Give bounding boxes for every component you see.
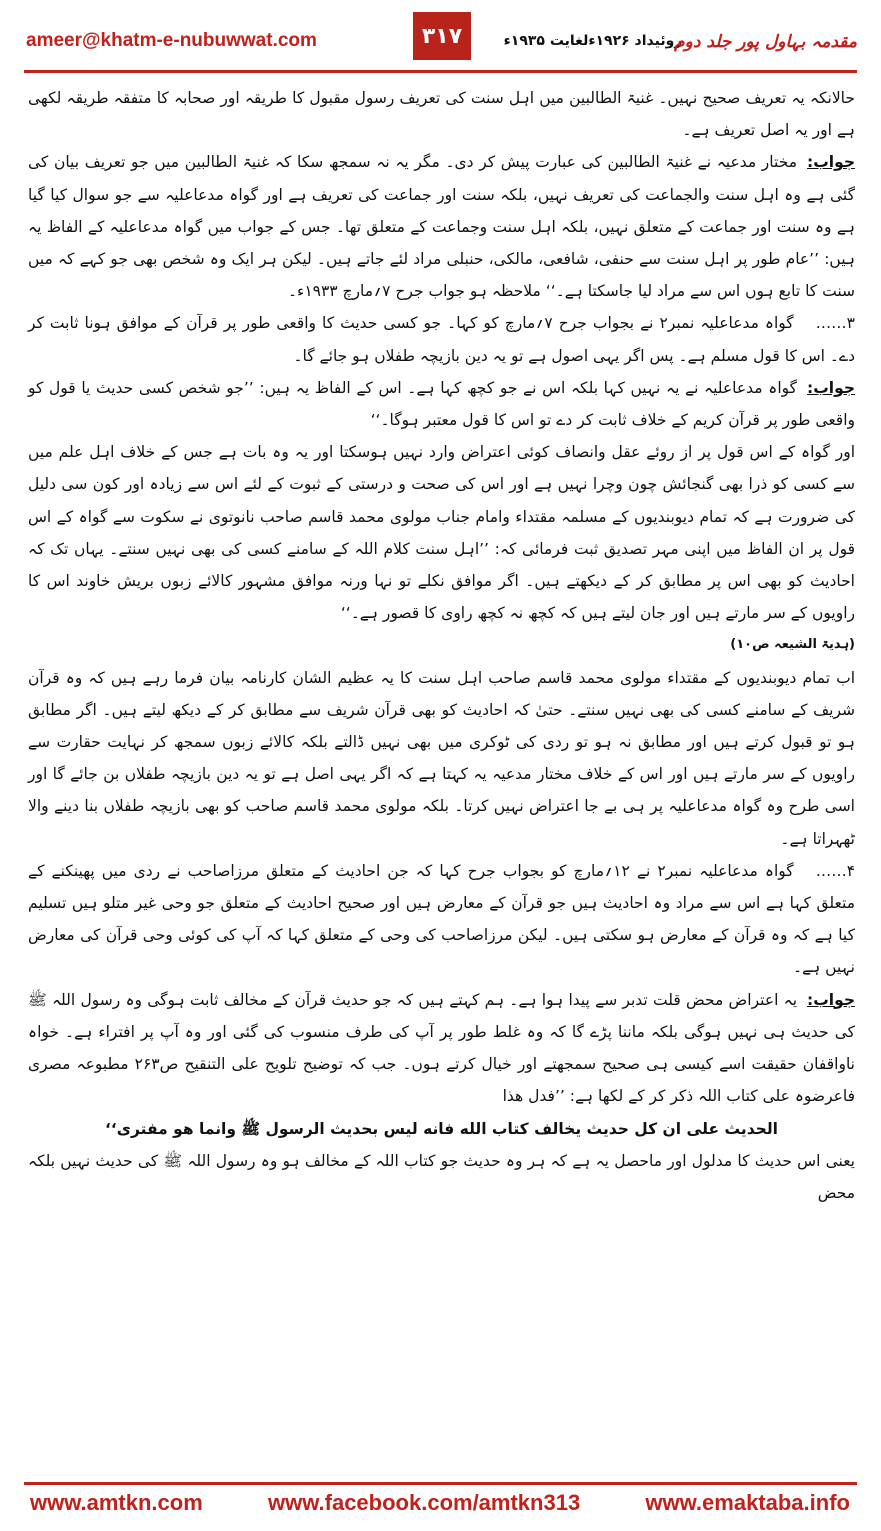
answer-label: جواب:	[807, 153, 855, 172]
paragraph-1: حالانکہ یہ تعریف صحیح نہیں۔ غنیۃ الطالبین میں اہل سنت کی تعریف رسول مقبول کا طریقہ اور صحابہ کا متفقہ طریقہ لکھی ہے اور یہ اصل تعریف ہے۔	[28, 89, 855, 140]
paragraph-8	[28, 984, 855, 1113]
page-footer	[0, 1482, 881, 1531]
footer-divider	[24, 1482, 857, 1485]
page-body	[28, 82, 855, 1482]
book-title: مقدمہ بہاول پور جلد دوم	[674, 32, 857, 52]
page-header	[0, 0, 881, 76]
item-number-4: ۴……	[815, 861, 856, 880]
paragraph-2-text: مختار مدعیہ نے غنیۃ الطالبین کی عبارت پیش کر دی۔ مگر یہ نہ سمجھ سکا کہ غنیۃ الطالبین میں جو تعریف بیان کی گئی ہے وہ اہل سنت والجماعت کی تعریف نہیں، بلکہ سنت اور جماعت کی تعریف ہے اور گواہ مدعاعلیہ سے جو سوال کیا گیا ہے وہ سنت اور جماعت کے متعلق نہیں، بلکہ اہل سنت وجماعت کے متعلق تھا۔ جس کے جواب میں گواہ مدعاعلیہ کے الفاظ یہ ہیں: ’’عام طور پر اہل سنت سے حنفی، شافعی، مالکی، حنبلی مراد لئے جاتے ہیں۔ لیکن ہر ایک وہ شخص بھی جو کہے کہ میں سنت کا تابع ہوں اس سے مراد لیا جاسکتا ہے۔‘‘ ملاحظہ ہو جواب جرح ۷؍مارچ ۱۹۳۳ء۔	[28, 153, 855, 301]
header-email[interactable]: ameer@khatm-e-nubuwwat.com	[26, 30, 317, 51]
arabic-quote: الحديث على ان كل حديث يخالف كتاب الله فانه ليس بحديث الرسول ﷺ وانما هو مفترى‘‘	[105, 1119, 778, 1138]
footer-link-facebook[interactable]: www.facebook.com/amtkn313	[268, 1490, 581, 1515]
item-number-3: ۳……	[815, 314, 855, 333]
paragraph-7	[28, 855, 855, 984]
header-divider	[24, 70, 857, 73]
page-number-badge: ۳۱۷	[413, 12, 471, 60]
paragraph-2	[28, 146, 855, 307]
paragraph-4-text: گواہ مدعاعلیہ نے یہ نہیں کہا بلکہ اس نے جو کچھ کہا ہے۔ اس کے الفاظ یہ ہیں: ’’جو شخص کسی حدیث یا قول کو واقعی طور پر قرآن کریم کے خلاف ثابت کر دے تو اس کا قول معتبر ہوگا۔‘‘	[28, 378, 855, 430]
answer-label: جواب:	[807, 378, 855, 397]
paragraph-6: اب تمام دیوبندیوں کے مقتداء مولوی محمد قاسم صاحب اہل سنت کا یہ عظیم الشان کارنامہ بیان فرما رہے ہیں کہ وہ قرآن شریف کے سامنے کسی کی بھی نہیں سنتے۔ حتیٰ کہ احادیث کو بھی قرآن شریف سے مطابق کر کے دیکھ لیتے ہیں۔ اگر مطابق ہو تو قبول کرتے ہیں اور مطابق نہ ہو تو ردی کی ٹوکری میں بھی نہیں ڈالتے بلکہ کالائے زبوں سمجھ کر نہایت حقارت سے راویوں کے سر مارتے ہیں اور اس کے خلاف مختار مدعیہ یہ کہتا ہے کہ اگر یہی اصل ہے تو یہ دین بازیچہ طفلاں بن جائے گا اور اسی طرح وہ گواہ مدعاعلیہ پر ہی بے جا اعتراض نہیں کرتا۔ بلکہ مولوی محمد قاسم صاحب کو بھی بازیچہ طفلاں بنا دینے والا ٹھہراتا ہے۔	[28, 668, 855, 848]
paragraph-3-text: گواہ مدعاعلیہ نمبر۲ نے بجواب جرح ۷؍مارچ کو کہا۔ جو کسی حدیث کا واقعی طور پر قرآن کے موافق ہونا ثابت کر دے۔ اس کا قول مسلم ہے۔ پس اگر یہی اصول ہے تو یہ دین بازیچہ طفلاں ہو جائے گا۔	[28, 314, 855, 365]
reference-citation: (ہدیۃ الشیعہ ص۱۰)	[730, 637, 855, 653]
header-meta: روئیداد ۱۹۲۶ءلغایت ۱۹۳۵ء	[503, 33, 683, 49]
footer-link-emaktaba[interactable]: www.emaktaba.info	[645, 1490, 850, 1515]
paragraph-4	[28, 372, 855, 436]
answer-label: جواب:	[807, 990, 855, 1009]
paragraph-7-text: گواہ مدعاعلیہ نمبر۲ نے ۱۲؍مارچ کو بجواب جرح کہا کہ جن احادیث کے متعلق مرزاصاحب نے ردی میں پھینکنے کے متعلق کہا ہے اس سے مراد وہ احادیث ہیں جو قرآن کے معارض ہیں اور صحیح احادیث کے متعلق جو وحی غیر متلو ہیں تسلیم کیا ہے کہ وہ قرآن کے معارض ہو سکتی ہیں۔ لیکن مرزاصاحب کی وحی کے متعلق کہا کہ آپ کی کوئی وحی قرآن کی معارض نہیں ہے۔	[28, 861, 855, 977]
paragraph-5: اور گواہ کے اس قول پر از روئے عقل وانصاف کوئی اعتراض وارد نہیں ہوسکتا اور یہ وہ بات ہے جس کے خلاف اہل علم میں سے کسی کو ذرا بھی گنجائش چون وچرا نہیں ہے اور اس کی صحت و درستی کے ثبوت کے لئے اس سے زیادہ اور کون سی دلیل کی ضرورت ہے کہ تمام دیوبندیوں کے مسلمہ مقتداء وامام جناب مولوی محمد قاسم صاحب نانوتوی نے سکوت سے گواہ کے اس قول پر ان الفاظ میں اپنی مہر تصدیق ثبت فرمائی کہ: ’’اہل سنت کلام اللہ کے سامنے کسی کی بھی نہیں سنتے۔ یہاں تک کہ احادیث کو بھی اس پر مطابق کر کے دیکھتے ہیں۔ اگر موافق نکلے تو نہا ورنہ موافق مشہور کالائے زبوں بریش خاوند اس کا راویوں کے سر مارتے ہیں اور جان لیتے ہیں کہ کچھ نہ کچھ راوی کا قصور ہے۔‘‘	[28, 443, 855, 623]
paragraph-3	[28, 307, 855, 371]
footer-links	[30, 1490, 850, 1516]
footer-link-amtkn[interactable]: www.amtkn.com	[30, 1490, 203, 1515]
paragraph-9: یعنی اس حدیث کا مدلول اور ماحصل یہ ہے کہ ہر وہ حدیث جو کتاب اللہ کے مخالف ہو وہ رسول اللہ ﷺ کی حدیث نہیں بلکہ محض	[28, 1151, 855, 1202]
paragraph-8-text: یہ اعتراض محض قلت تدبر سے پیدا ہوا ہے۔ ہم کہتے ہیں کہ جو حدیث قرآن کے مخالف ثابت ہوگی وہ رسول اللہ ﷺ کی حدیث ہی نہیں ہوگی بلکہ ماننا پڑے گا کہ وہ غلط طور پر آپ کی طرف منسوب کی گئی اور وہ آپ پر افتراء ہے۔ خواہ ناواقفان حقیقت اسے کیسی ہی صحیح سمجھتے اور خیال کرتے ہوں۔ جب کہ توضیح تلویح علی التنقیح ص۲۶۳ مطبوعہ مصری فاعرضوہ علی کتاب اللہ ذکر کر کے لکھا ہے: ’’فدل هذا	[28, 990, 855, 1106]
